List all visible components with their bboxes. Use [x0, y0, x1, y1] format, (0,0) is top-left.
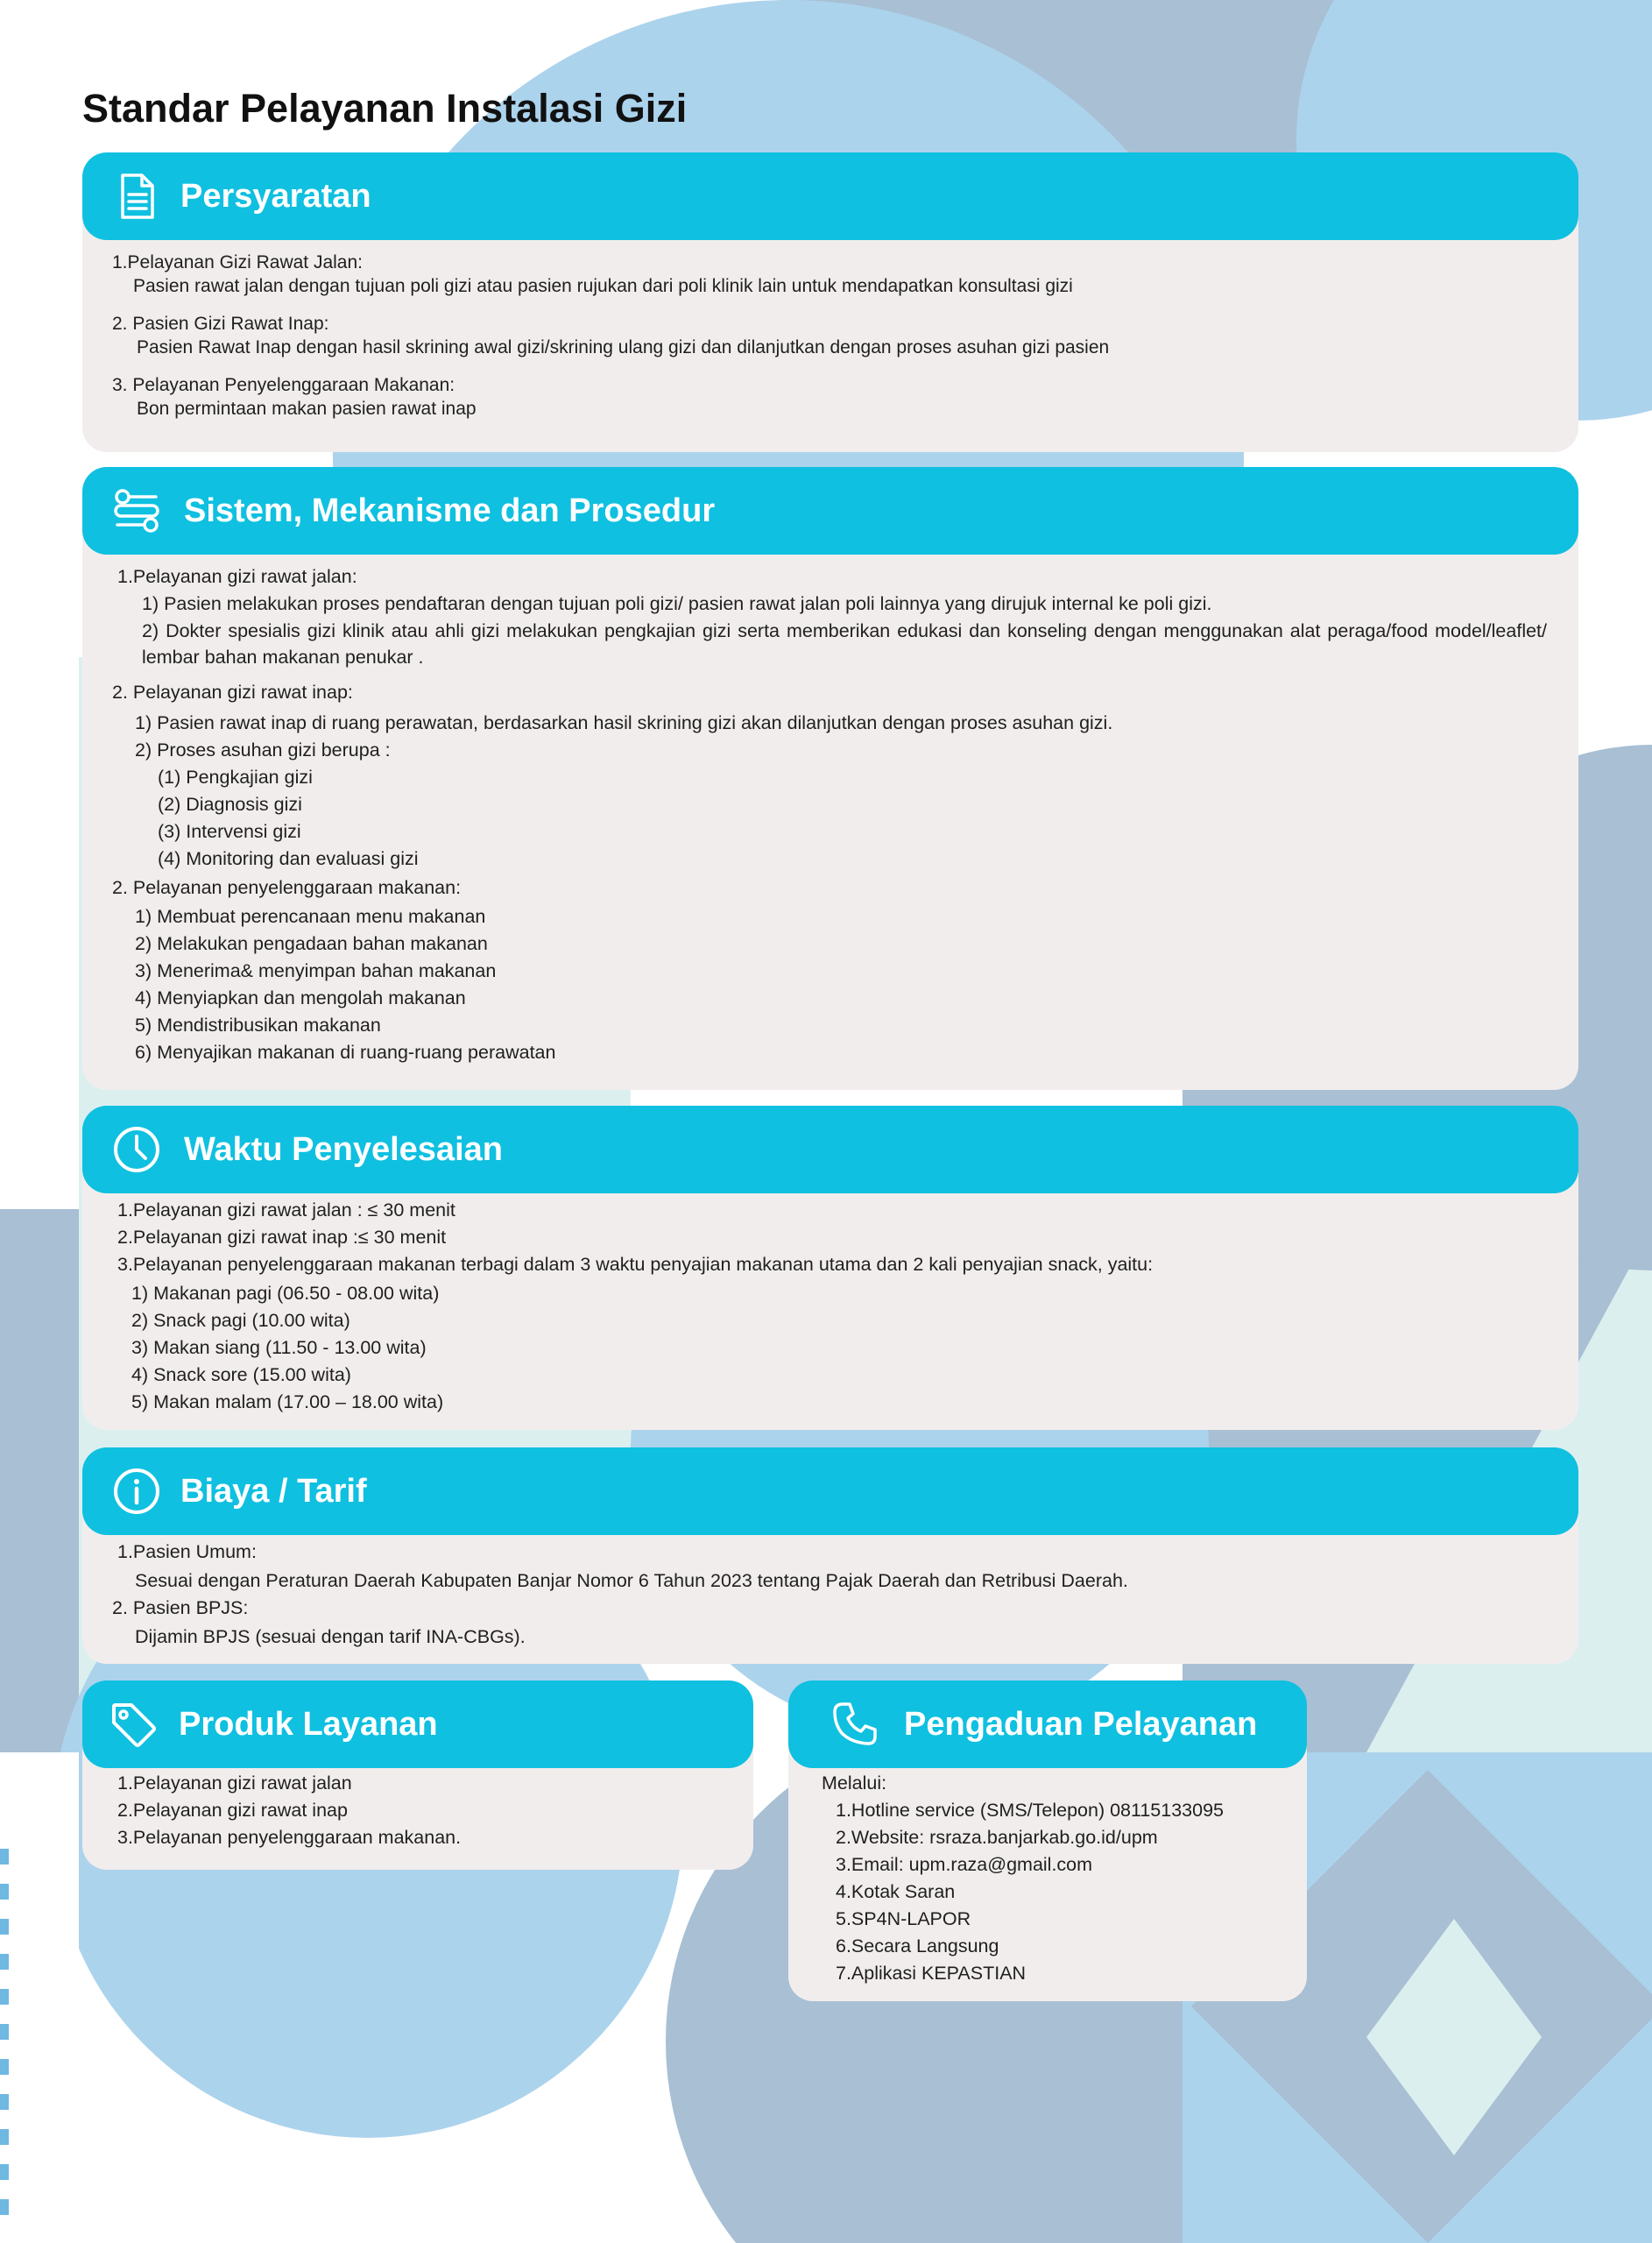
list-item: 1.Pelayanan gizi rawat jalan — [117, 1772, 352, 1794]
section-head: 2. Pelayanan penyelenggaraan makanan: — [112, 877, 462, 898]
clock-icon — [112, 1125, 161, 1174]
list-item: 3. Pelayanan Penyelenggaraan Makanan: — [112, 375, 455, 395]
sub-item: 4) Snack sore (15.00 wita) — [131, 1364, 351, 1385]
list-item: 5.SP4N-LAPOR — [836, 1908, 971, 1929]
sistem-title: Sistem, Mekanisme dan Prosedur — [184, 492, 716, 529]
list-item: 2.Website: rsraza.banjarkab.go.id/upm — [836, 1827, 1158, 1848]
list-item: 4) Menyiapkan dan mengolah makanan — [135, 987, 466, 1008]
page-title: Standar Pelayanan Instalasi Gizi — [82, 86, 688, 131]
section-head: 1.Pelayanan gizi rawat jalan: — [117, 566, 357, 587]
sistem-card — [82, 467, 1578, 1090]
produk-header — [82, 1680, 753, 1768]
sistem-content — [112, 563, 1547, 1066]
waktu-content — [112, 1197, 1547, 1416]
flow-icon — [112, 486, 161, 535]
list-item: 1.Pelayanan gizi rawat jalan : ≤ 30 menit — [117, 1199, 455, 1221]
persyaratan-card — [82, 152, 1578, 452]
produk-card — [82, 1680, 753, 1870]
waktu-card — [82, 1106, 1578, 1430]
biaya-header — [82, 1447, 1578, 1535]
sub-item: (2) Diagnosis gizi — [158, 794, 302, 815]
sub-item: 3) Makan siang (11.50 - 13.00 wita) — [131, 1337, 427, 1358]
waktu-header — [82, 1106, 1578, 1193]
list-item: 1.Pasien Umum: — [117, 1541, 257, 1562]
list-item: 2.Pelayanan gizi rawat inap — [117, 1800, 348, 1821]
list-item: 7.Aplikasi KEPASTIAN — [836, 1963, 1027, 1984]
list-item-desc: Dijamin BPJS (sesuai dengan tarif INA-CBGs). — [135, 1626, 526, 1647]
pengaduan-header — [788, 1680, 1307, 1768]
sistem-header — [82, 467, 1578, 555]
list-item: 2. Pasien Gizi Rawat Inap: — [112, 314, 329, 334]
produk-content — [112, 1770, 722, 1851]
persyaratan-header — [82, 152, 1578, 240]
list-item-desc: Pasien rawat jalan dengan tujuan poli gizi atau pasien rujukan dari poli klinik lain untuk mendapatkan konsultasi gizi — [133, 276, 1073, 296]
produk-title: Produk Layanan — [179, 1705, 438, 1743]
list-item: 3) Menerima& menyimpan bahan makanan — [135, 960, 497, 981]
list-item: 1.Hotline service (SMS/Telepon) 08115133095 — [836, 1800, 1225, 1821]
list-item: 2) Melakukan pengadaan bahan makanan — [135, 933, 488, 954]
waktu-title: Waktu Penyelesaian — [184, 1130, 503, 1168]
biaya-title: Biaya / Tarif — [180, 1472, 367, 1510]
list-item: 3.Pelayanan penyelenggaraan makanan. — [117, 1827, 462, 1848]
list-item: 1) Membuat perencanaan menu makanan — [135, 906, 486, 927]
list-item: 6.Secara Langsung — [836, 1935, 999, 1956]
sub-item: 2) Snack pagi (10.00 wita) — [131, 1310, 350, 1331]
persyaratan-title: Persyaratan — [180, 177, 371, 215]
list-item: 1) Pasien melakukan proses pendaftaran dengan tujuan poli gizi/ pasien rawat jalan poli lainnya yang dirujuk internal ke poli gizi. — [142, 593, 1212, 614]
list-item: 6) Menyajikan makanan di ruang-ruang perawatan — [135, 1042, 556, 1063]
pengaduan-card — [788, 1680, 1307, 2001]
phone-icon — [830, 1700, 879, 1749]
list-item: 1) Pasien rawat inap di ruang perawatan, berdasarkan hasil skrining gizi akan dilanjutkan dengan proses asuhan gizi. — [135, 712, 1113, 733]
sub-item: (3) Intervensi gizi — [158, 821, 301, 842]
list-item: 2) Dokter spesialis gizi klinik atau ahli gizi melakukan pengkajian gizi serta memberikan edukasi dan konseling dengan menggunakan alat peraga/food model/leaflet/ lembar bahan makanan penukar . — [142, 620, 1547, 668]
list-item: 2. Pasien BPJS: — [112, 1597, 249, 1618]
list-item-desc: Sesuai dengan Peraturan Daerah Kabupaten Banjar Nomor 6 Tahun 2023 tentang Pajak Daerah dan Retribusi Daerah. — [135, 1570, 1128, 1591]
sub-item: (1) Pengkajian gizi — [158, 767, 313, 788]
sub-item: 1) Makanan pagi (06.50 - 08.00 wita) — [131, 1283, 440, 1304]
biaya-card — [82, 1447, 1578, 1664]
list-item-desc: Bon permintaan makan pasien rawat inap — [137, 399, 477, 419]
biaya-content — [112, 1539, 1547, 1651]
sub-item: (4) Monitoring dan evaluasi gizi — [158, 848, 419, 869]
document-icon — [112, 172, 161, 221]
list-item: 2.Pelayanan gizi rawat inap :≤ 30 menit — [117, 1227, 447, 1248]
pengaduan-intro: Melalui: — [822, 1772, 887, 1794]
list-item-desc: Pasien Rawat Inap dengan hasil skrining awal gizi/skrining ulang gizi dan dilanjutkan dengan proses asuhan gizi pasien — [137, 337, 1110, 357]
list-item: 2) Proses asuhan gizi berupa : — [135, 739, 391, 761]
section-head: 2. Pelayanan gizi rawat inap: — [112, 682, 353, 703]
pengaduan-title: Pengaduan Pelayanan — [904, 1705, 1258, 1743]
list-item: 3.Pelayanan penyelenggaraan makanan terbagi dalam 3 waktu penyajian makanan utama dan 2 kali penyajian snack, yaitu: — [117, 1254, 1154, 1275]
persyaratan-content — [112, 251, 1547, 421]
list-item: 5) Mendistribusikan makanan — [135, 1015, 381, 1036]
tag-icon — [109, 1700, 158, 1749]
info-icon — [112, 1467, 161, 1516]
pengaduan-content — [822, 1770, 1275, 1987]
list-item: 4.Kotak Saran — [836, 1881, 956, 1902]
list-item: 1.Pelayanan Gizi Rawat Jalan: — [112, 252, 363, 272]
sub-item: 5) Makan malam (17.00 – 18.00 wita) — [131, 1391, 444, 1412]
list-item: 3.Email: upm.raza@gmail.com — [836, 1854, 1093, 1875]
